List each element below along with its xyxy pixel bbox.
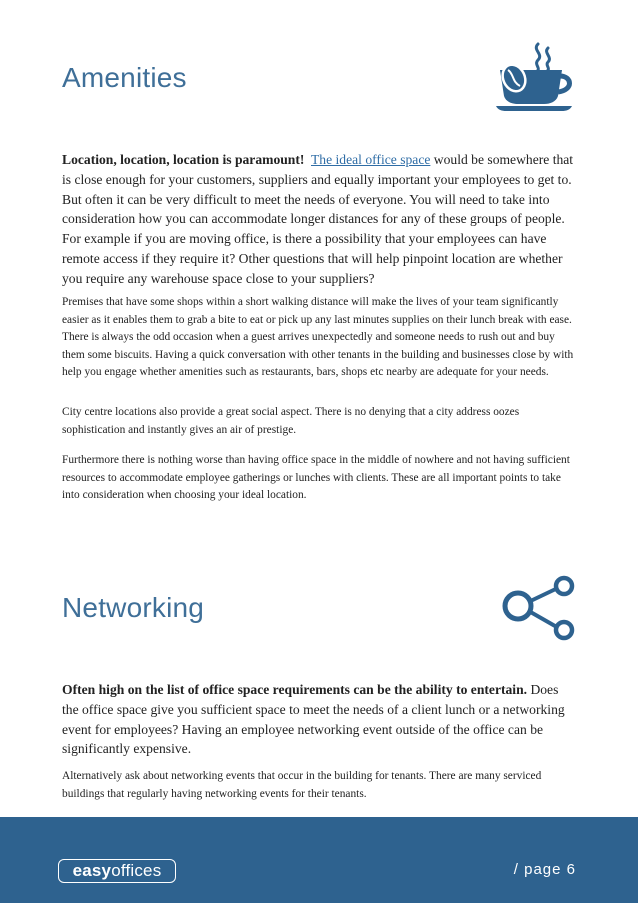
ideal-office-space-link[interactable]: The ideal office space (311, 152, 431, 167)
share-network-icon (500, 574, 580, 642)
easyoffices-logo (58, 859, 176, 883)
amenities-location-paragraph: Furthermore there is nothing worse than having office space in the middle of nowhere and not having sufficient resources to accommodate employee gatherings or lunches with clients. These are all important points to take into consideration when choosing your ideal location. (62, 454, 570, 501)
networking-lead-bold: Often high on the list of office space requirements can be the ability to entertain. (62, 682, 528, 697)
amenities-shops-paragraph: Premises that have some shops within a short walking distance will make the lives of your team significantly easier as it enables them to grab a bite to eat or pick up any last minutes supplies on their lunch break with ease. There is always the odd occasion when a guest arrives unexpectedly and someone needs to rush out and buy them some biscuits. Having a quick conversation with other tenants in the building and businesses close by with help you engage whether amenities such as restaurants, bars, shops etc nearby are adequate for your needs. (62, 296, 574, 378)
amenities-lead-bold: Location, location, location is paramount! (62, 152, 305, 167)
page-footer (0, 817, 638, 903)
coffee-cup-icon (492, 40, 578, 112)
amenities-intro-paragraph (62, 150, 578, 289)
networking-events-paragraph: Alternatively ask about networking events that occur in the building for tenants. There are many serviced buildings that regularly having networking events for their tenants. (62, 770, 542, 800)
networking-lead-text: Does the office space give you sufficient space to meet the needs of a client lunch or a networking event for employees? Having an employee networking event outside of the office can be significantly expensive. (62, 682, 565, 757)
logo-light-text: offices (111, 861, 162, 880)
amenities-lead-text: would be somewhere that is close enough for your customers, suppliers and equally important your employees to get to. But often it can be very difficult to meet the needs of everyone. You will need to take into consideration how you can accommodate longer distances for any of these groups of people. For example if you are moving office, is there a possibility that your employees can have remote access if they require it? Other questions that will help pinpoint location are whether you require any warehouse space close to your suppliers? (62, 152, 574, 286)
networking-intro-paragraph (62, 680, 578, 759)
amenities-heading: Amenities (62, 62, 187, 93)
amenities-city-paragraph: City centre locations also provide a great social aspect. There is no denying that a city address oozes sophistication and instantly gives an air of prestige. (62, 406, 520, 436)
logo-bold-text: easy (72, 861, 112, 880)
page-number: / page 6 (513, 861, 576, 878)
networking-heading: Networking (62, 592, 205, 623)
